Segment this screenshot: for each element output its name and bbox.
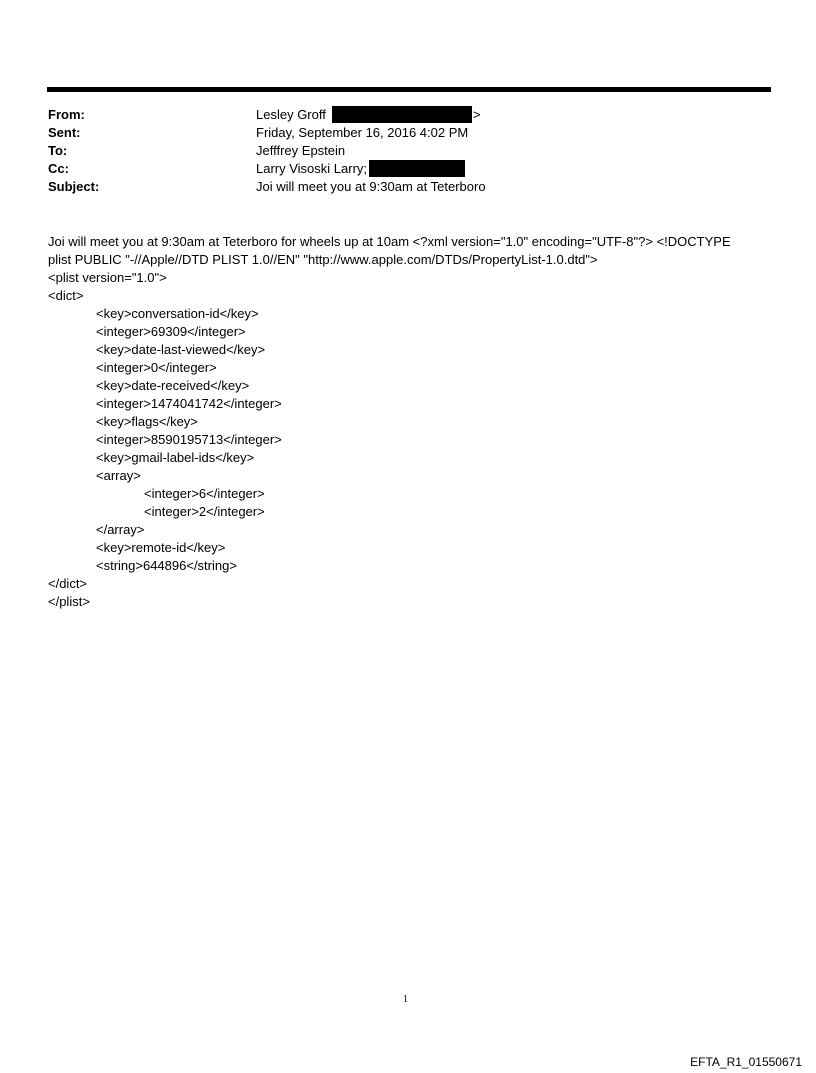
sent-row: [48, 124, 768, 142]
email-body: [48, 233, 768, 611]
from-value: [256, 106, 480, 124]
body-line: <key>date-last-viewed</key>: [96, 342, 266, 357]
to-label: To:: [48, 143, 68, 158]
body-line: <integer>2</integer>: [144, 504, 265, 519]
body-line: <plist version="1.0">: [48, 270, 167, 285]
body-line: <key>gmail-label-ids</key>: [96, 450, 255, 465]
body-line: <key>conversation-id</key>: [96, 306, 259, 321]
document-id: EFTA_R1_01550671: [690, 1055, 802, 1069]
from-name: Lesley Groff: [256, 107, 326, 122]
sent-value: Friday, September 16, 2016 4:02 PM: [256, 125, 469, 140]
cc-row: [48, 160, 768, 178]
body-line: <integer>8590195713</integer>: [96, 432, 282, 447]
from-trailing: >: [472, 107, 481, 122]
email-header: [48, 106, 768, 196]
body-line: <key>remote-id</key>: [96, 540, 226, 555]
body-line: <integer>0</integer>: [96, 360, 217, 375]
body-line: <key>date-received</key>: [96, 378, 250, 393]
body-line: <array>: [96, 468, 141, 483]
body-line: <string>644896</string>: [96, 558, 237, 573]
cc-label: Cc:: [48, 161, 69, 176]
to-row: [48, 142, 768, 160]
subject-row: [48, 178, 768, 196]
page-number: 1: [403, 994, 408, 1005]
redaction-box: [369, 160, 465, 177]
subject-label: Subject:: [48, 179, 100, 194]
body-line: <integer>1474041742</integer>: [96, 396, 282, 411]
cc-name: Larry Visoski Larry;: [256, 161, 368, 176]
body-line: plist PUBLIC "-//Apple//DTD PLIST 1.0//EN" "http://www.apple.com/DTDs/PropertyList-1.0.dtd">: [48, 252, 598, 267]
subject-value: Joi will meet you at 9:30am at Teterboro: [256, 179, 486, 194]
to-value: Jefffrey Epstein: [256, 143, 346, 158]
body-line: </plist>: [48, 594, 90, 609]
redaction-box: [332, 106, 472, 123]
body-line: <integer>69309</integer>: [96, 324, 246, 339]
body-line: <integer>6</integer>: [144, 486, 265, 501]
from-row: [48, 106, 768, 124]
body-line: <dict>: [48, 288, 84, 303]
body-line: Joi will meet you at 9:30am at Teterboro for wheels up at 10am <?xml version="1.0" encoding="UTF-8"?> <!DOCTYPE: [48, 234, 731, 249]
header-divider: [47, 87, 771, 92]
body-line: </array>: [96, 522, 145, 537]
from-label: From:: [48, 107, 85, 122]
sent-label: Sent:: [48, 125, 81, 140]
body-line: <key>flags</key>: [96, 414, 198, 429]
body-line: </dict>: [48, 576, 88, 591]
cc-value: [256, 160, 465, 178]
